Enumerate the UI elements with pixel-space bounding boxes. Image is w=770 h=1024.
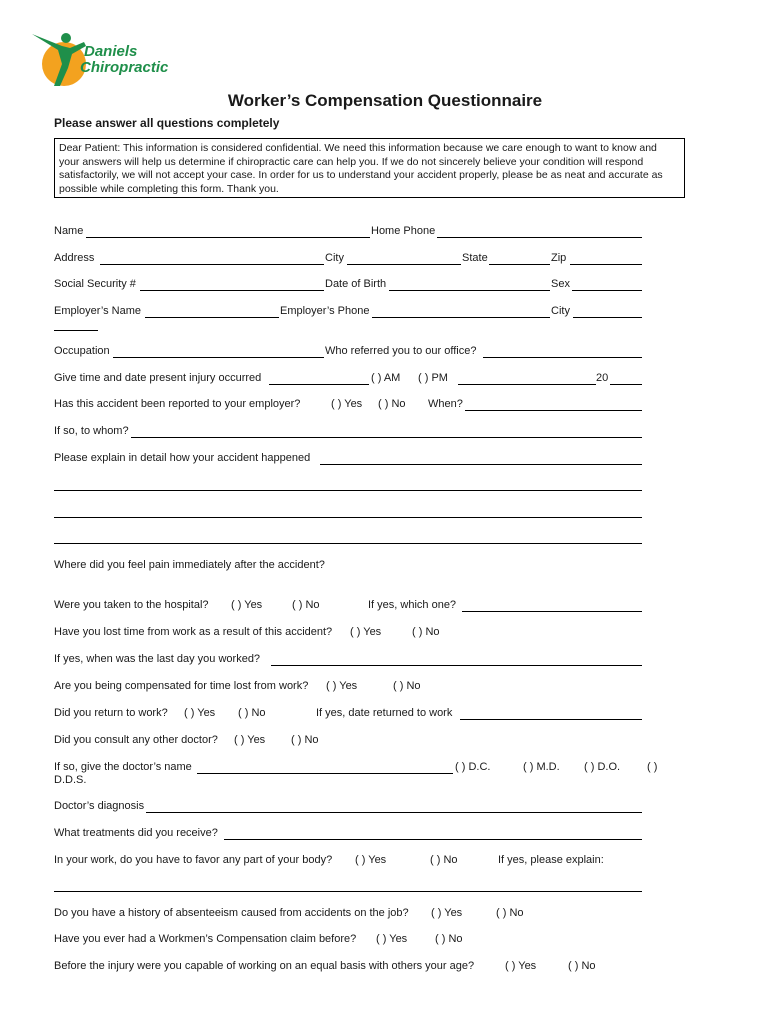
which-one-label: If yes, which one? [368,599,457,611]
state-label: State [462,252,488,264]
to-whom-label: If so, to whom? [54,425,129,437]
referred-label: Who referred you to our office? [325,345,477,357]
injury-time-field[interactable] [269,384,369,385]
pm-option[interactable]: ( ) PM [418,372,448,384]
prior-claim-label: Have you ever had a Workmen’s Compensation claim before? [54,933,357,945]
zip-field[interactable] [570,264,642,265]
injury-year-field[interactable] [610,384,642,385]
when-field[interactable] [465,410,642,411]
sex-label: Sex [551,278,570,290]
state-field[interactable] [489,264,550,265]
last-day-label: If yes, when was the last day you worked? [54,653,261,665]
other-doctor-no-option[interactable]: ( ) No [291,734,319,746]
returned-label: Did you return to work? [54,707,168,719]
employer-name-field[interactable] [145,317,279,318]
name-field[interactable] [86,237,370,238]
address-field[interactable] [100,264,324,265]
favor-no-option[interactable]: ( ) No [430,854,458,866]
prior-claim-no-option[interactable]: ( ) No [435,933,463,945]
logo [28,28,198,90]
page-subtitle: Please answer all questions completely [54,116,280,130]
capable-label: Before the injury were you capable of working on an equal basis with others your age? [54,960,475,972]
injury-date-field[interactable] [458,384,596,385]
dob-field[interactable] [389,290,550,291]
diagnosis-label: Doctor’s diagnosis [54,800,145,812]
lost-time-label: Have you lost time from work as a result of this accident? [54,626,333,638]
prior-claim-yes-option[interactable]: ( ) Yes [376,933,408,945]
explain-line-3[interactable] [54,517,642,518]
hospital-label: Were you taken to the hospital? [54,599,209,611]
explain-label: Please explain in detail how your accident happened [54,452,311,464]
logo-line-1: Daniels [84,43,138,60]
employer-phone-label: Employer’s Phone [280,305,370,317]
zip-label: Zip [551,252,567,264]
favor-explain-field[interactable] [54,891,642,892]
am-option[interactable]: ( ) AM [371,372,401,384]
dob-label: Date of Birth [325,278,387,290]
dc-option[interactable]: ( ) D.C. [455,761,491,773]
employer-city-field[interactable] [573,317,642,318]
reported-yes-option[interactable]: ( ) Yes [331,398,363,410]
city-field[interactable] [347,264,461,265]
occupation-field[interactable] [113,357,324,358]
absenteeism-label: Do you have a history of absenteeism caused from accidents on the job? [54,907,409,919]
to-whom-field[interactable] [131,437,642,438]
lost-time-no-option[interactable]: ( ) No [412,626,440,638]
lost-time-yes-option[interactable]: ( ) Yes [350,626,382,638]
absenteeism-yes-option[interactable]: ( ) Yes [431,907,463,919]
hospital-no-option[interactable]: ( ) No [292,599,320,611]
injury-time-label: Give time and date present injury occurred [54,372,262,384]
confidentiality-notice: Dear Patient: This information is considered confidential. We need this information because we care enough to want to know and your answers will help us determine if chiropractic care can help you. If we do not sincerely believe your condition will respond satisfactorily, we will not accept your case. In order for us to understand your accident properly, please be as neat and accurate as possible while completing this form. Thank you. [54,138,685,198]
returned-yes-option[interactable]: ( ) Yes [184,707,216,719]
returned-no-option[interactable]: ( ) No [238,707,266,719]
compensated-yes-option[interactable]: ( ) Yes [326,680,358,692]
other-doctor-yes-option[interactable]: ( ) Yes [234,734,266,746]
reported-no-option[interactable]: ( ) No [378,398,406,410]
favor-explain-label: If yes, please explain: [498,854,604,866]
referred-field[interactable] [483,357,642,358]
treatments-label: What treatments did you receive? [54,827,218,839]
employer-name-label: Employer’s Name [54,305,142,317]
occupation-label: Occupation [54,345,110,357]
employer-city-label: City [551,305,570,317]
pain-label: Where did you feel pain immediately after the accident? [54,559,325,571]
date-returned-label: If yes, date returned to work [316,707,453,719]
explain-line-2[interactable] [54,490,642,491]
explain-line-4[interactable] [54,543,642,544]
logo-line-2: Chiropractic [80,59,169,76]
capable-no-option[interactable]: ( ) No [568,960,596,972]
dds-label: D.D.S. [54,774,87,786]
doctor-name-field[interactable] [197,773,453,774]
explain-field[interactable] [320,464,642,465]
chiropractic-figure-icon [28,28,88,90]
home-phone-field[interactable] [437,237,642,238]
date-returned-field[interactable] [460,719,642,720]
which-one-field[interactable] [462,611,642,612]
home-phone-label: Home Phone [371,225,436,237]
treatments-field[interactable] [224,839,642,840]
when-label: When? [428,398,463,410]
year-prefix: 20 [596,372,609,384]
doctor-name-label: If so, give the doctor’s name [54,761,192,773]
employer-city-field-continued[interactable] [54,330,98,331]
md-option[interactable]: ( ) M.D. [523,761,560,773]
page-title: Worker’s Compensation Questionnaire [227,91,543,110]
employer-phone-field[interactable] [372,317,550,318]
do-option[interactable]: ( ) D.O. [584,761,621,773]
sex-field[interactable] [572,290,642,291]
last-day-field[interactable] [271,665,642,666]
city-label: City [325,252,344,264]
other-doctor-label: Did you consult any other doctor? [54,734,218,746]
favor-yes-option[interactable]: ( ) Yes [355,854,387,866]
ssn-label: Social Security # [54,278,136,290]
capable-yes-option[interactable]: ( ) Yes [505,960,537,972]
compensated-no-option[interactable]: ( ) No [393,680,421,692]
dds-option[interactable]: ( ) [647,761,658,773]
diagnosis-field[interactable] [146,812,642,813]
hospital-yes-option[interactable]: ( ) Yes [231,599,263,611]
absenteeism-no-option[interactable]: ( ) No [496,907,524,919]
reported-label: Has this accident been reported to your employer? [54,398,301,410]
favor-label: In your work, do you have to favor any part of your body? [54,854,333,866]
address-label: Address [54,252,95,264]
compensated-label: Are you being compensated for time lost from work? [54,680,309,692]
name-label: Name [54,225,84,237]
ssn-field[interactable] [140,290,324,291]
